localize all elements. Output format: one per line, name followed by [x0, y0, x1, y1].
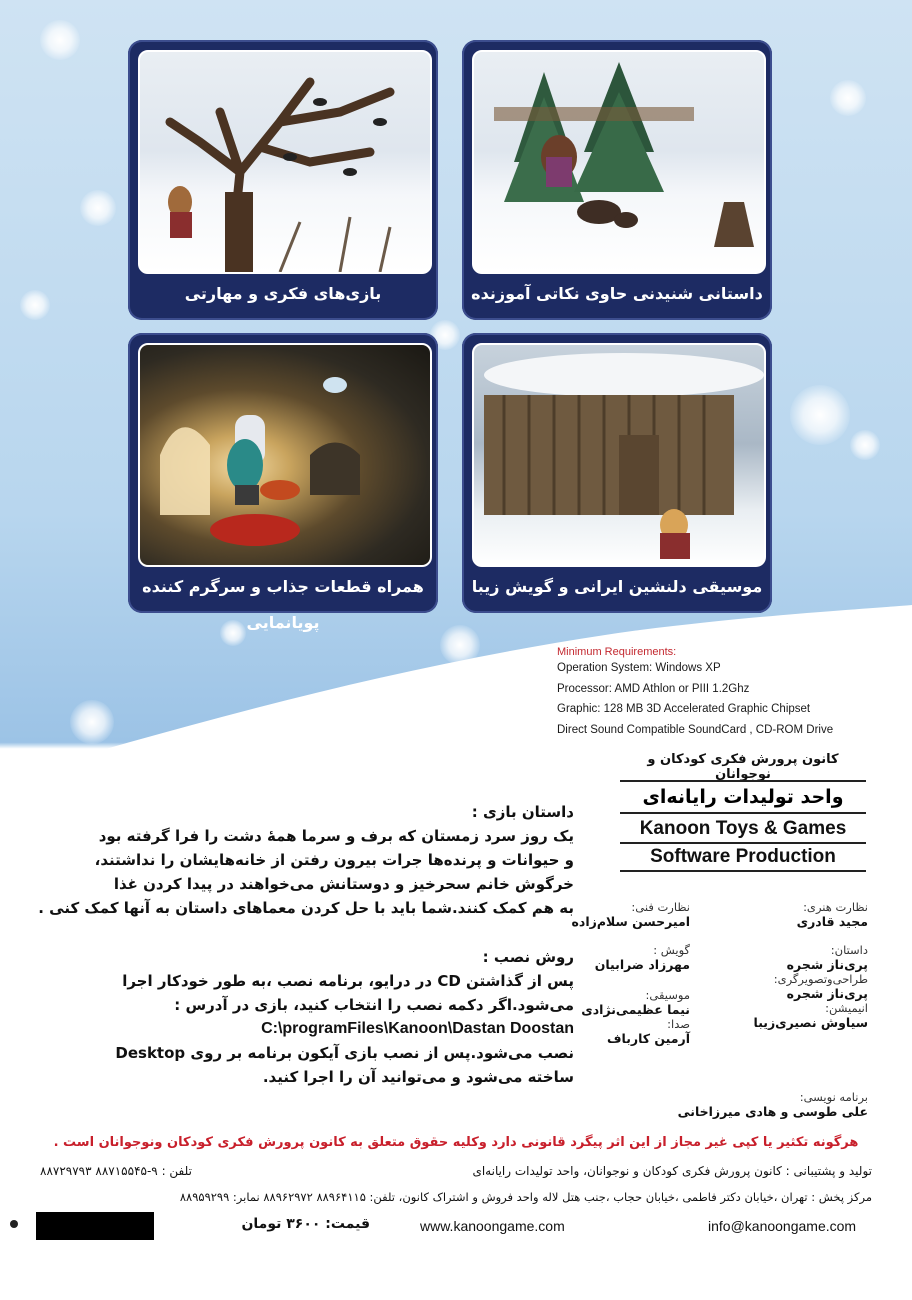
requirement-line: Graphic: 128 MB 3D Accelerated Graphic Chipset [557, 703, 811, 715]
snowflake [790, 385, 850, 445]
credit-value: پری‌ناز شجره [786, 986, 868, 1001]
install-line: می‌شود.اگر دکمه نصب را انتخاب کنید، بازی در آدرس : [174, 996, 574, 1014]
story-line: یک روز سرد زمستان که برف و سرما همهٔ دشت را فرا گرفته بود [98, 827, 574, 845]
snowflake [440, 625, 480, 665]
install-section [14, 945, 574, 1089]
price: قیمت: ۳۶۰۰ تومان [241, 1216, 370, 1232]
winter-forest-illustration [472, 50, 766, 274]
credit-label: انیمیشن: [825, 1001, 868, 1015]
credit-label: موسیقی: [645, 988, 690, 1002]
credits-right [700, 900, 868, 1030]
support-text: تولید و پشتیبانی : کانون پرورش فکری کودکان و نوجوانان، واحد تولیدات رایانه‌ای [472, 1164, 872, 1178]
snowflake [220, 620, 246, 646]
panel-caption: داستانی شنیدنی حاوی نکاتی آموزنده [471, 284, 763, 303]
snowflake [80, 190, 116, 226]
snowflake [70, 700, 114, 744]
credits-programming [560, 1090, 868, 1119]
email-link[interactable]: info@kanoongame.com [708, 1218, 857, 1234]
credit-value: علی طوسی و هادی میرزاخانی [677, 1104, 868, 1119]
credit-value: پری‌ناز شجره [786, 957, 868, 972]
requirements-heading: Minimum Requirements: [557, 646, 677, 658]
bare-tree-illustration [138, 50, 432, 274]
feature-panel-music [462, 333, 772, 613]
support-phone: تلفن : ۹-۸۸۷۱۵۵۴۵ ۸۸۷۲۹۷۹۳ [40, 1164, 192, 1178]
cave-interior-illustration [138, 343, 432, 567]
install-line: پس از گذاشتن CD در درایو، برنامه نصب ،به طور خودکار اجرا [122, 972, 574, 990]
snowflake [20, 290, 50, 320]
install-path: C:\programFiles\Kanoon\Dastan Doostan [261, 1020, 574, 1037]
panel-caption: موسیقی دلنشین ایرانی و گویش زیبا [471, 577, 763, 596]
feature-panel-games [128, 40, 438, 320]
credit-value: نیما عظیمی‌نژادی [581, 1002, 690, 1017]
credit-label: برنامه نویسی: [799, 1090, 868, 1104]
story-heading: داستان بازی : [471, 803, 574, 821]
credit-value: مجید قادری [796, 914, 868, 929]
credit-label: گویش : [653, 943, 690, 957]
organization-name: کانون پرورش فکری کودکان و نوجوانان [647, 752, 839, 782]
website-link[interactable]: www.kanoongame.com [420, 1218, 565, 1234]
support-line [40, 1164, 872, 1178]
credit-value: امیرحسن سلام‌زاده [571, 914, 690, 929]
credits-middle [540, 900, 690, 1046]
story-line: به هم کمک کنند.شما باید با حل کردن معماهای داستان به آنها کمک کنی . [38, 899, 574, 917]
unit-name-fa: واحد تولیدات رایانه‌ای [620, 780, 866, 814]
credit-label: نظارت هنری: [803, 900, 868, 914]
panel-caption: بازی‌های فکری و مهارتی [184, 284, 382, 303]
snowflake [830, 80, 866, 116]
credit-label: صدا: [667, 1017, 690, 1031]
story-line: خرگوش خانم سحرخیز و دوستانش می‌خواهند در پیدا کردن غذا [113, 875, 574, 893]
feature-panel-story [462, 40, 772, 320]
credit-label: نظارت فنی: [631, 900, 690, 914]
wooden-hut-illustration [472, 343, 766, 567]
install-line: نصب می‌شود.پس از نصب بازی آیکون برنامه بر روی Desktop [115, 1044, 574, 1062]
credit-value: سیاوش نصیری‌زیبا [753, 1015, 868, 1030]
snowflake [40, 20, 80, 60]
distribution-line: مرکز پخش : تهران ،خیابان دکتر فاطمی ،خیابان حجاب ،جنب هتل لاله واحد فروش و اشتراک کانون، تلفن: ۸۸۹۶۴۱۱۵ ۸۸۹۶۲۹۷۲ نمابر: ۸۸۹۵۹۲۹۹ [179, 1190, 872, 1204]
unit-name-en-line2: Software Production [620, 844, 866, 872]
story-section [14, 800, 574, 920]
requirement-line: Direct Sound Compatible SoundCard , CD-ROM Drive [557, 723, 834, 736]
credit-label: طراحی‌وتصویرگری: [773, 972, 868, 986]
install-heading: روش نصب : [482, 948, 574, 966]
credit-value: مهرزاد ضرابیان [594, 957, 690, 972]
requirement-line: Operation System: Windows XP [557, 662, 721, 674]
copyright-notice: هرگونه تکثیر یا کپی غیر مجاز از این اثر پیگرد قانونی دارد وکلیه حقوق متعلق به کانون پرورش فکری کودکان ونوجوانان است . [53, 1135, 859, 1150]
system-requirements [557, 646, 833, 740]
panel-caption: همراه قطعات جذاب و سرگرم کننده پویانمایی [142, 577, 424, 632]
credit-value: آرمین کارباف [607, 1031, 690, 1046]
snowflake [850, 430, 880, 460]
feature-panel-animation [128, 333, 438, 632]
unit-name-en [620, 816, 866, 872]
barcode-redacted [36, 1212, 154, 1240]
unit-name-en-line1: Kanoon Toys & Games [620, 816, 866, 844]
story-line: و حیوانات و پرنده‌ها جرات بیرون رفتن از خانه‌هایشان را نداشتند، [94, 851, 574, 869]
install-line: ساخته می‌شود و می‌توانید آن را اجرا کنید. [262, 1068, 574, 1086]
decorative-dot [10, 1220, 18, 1228]
credit-label: داستان: [830, 943, 868, 957]
requirement-line: Processor: AMD Athlon or PIII 1.2Ghz [557, 682, 750, 695]
